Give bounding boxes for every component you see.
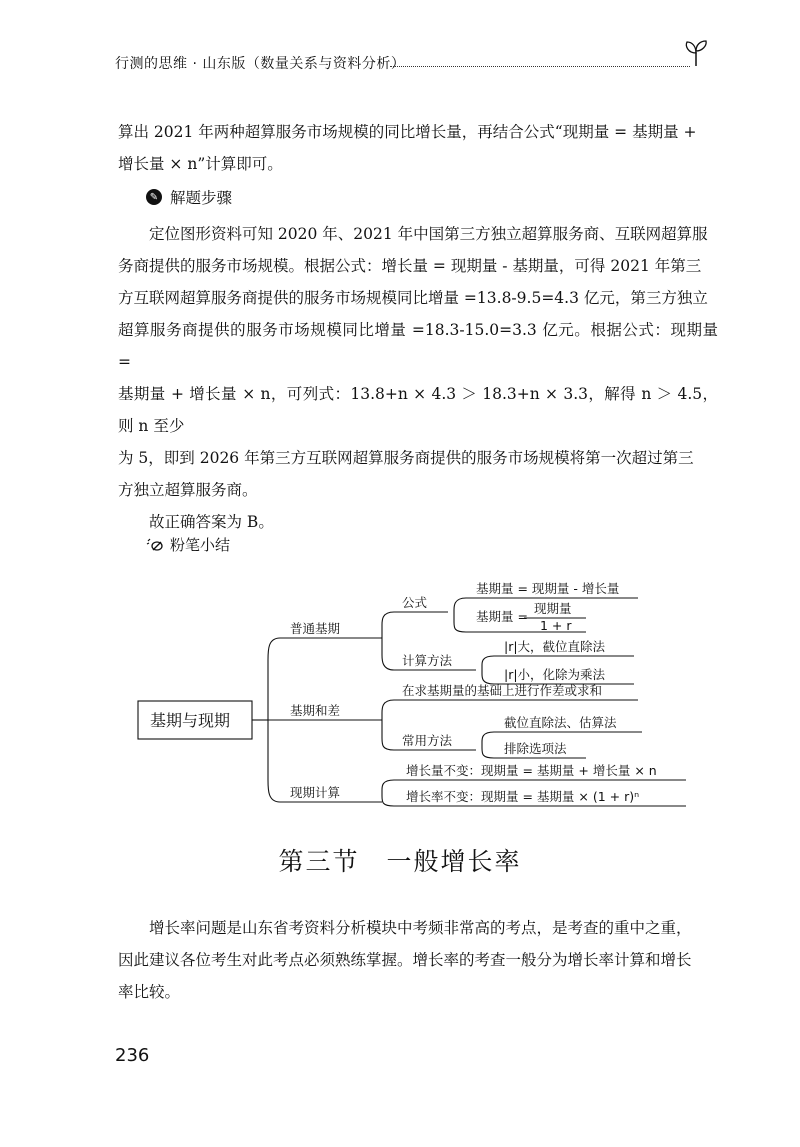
page-number: 236 [115, 1045, 150, 1066]
leaf-label: 截位直除法、估算法 [504, 715, 617, 730]
leaf-label: 增长率不变：现期量 = 基期量 × (1 + r)ⁿ [406, 789, 640, 804]
leaf-label: 排除选项法 [504, 741, 567, 756]
leaf-label: 基期量 = [476, 609, 528, 624]
pen-icon: ✎ [146, 189, 162, 205]
steps-line: 务商提供的服务市场规模。根据公式：增长量 = 现期量 - 基期量，可得 2021 年第三 [118, 257, 702, 275]
mind-map [130, 570, 690, 810]
steps-line: 为 5，即到 2026 年第三方互联网超算服务商提供的服务市场规模将第一次超过第三 [118, 449, 694, 467]
closing-line: 增长率问题是山东省考资料分析模块中考频非常高的考点，是考查的重中之重， [149, 919, 692, 937]
section-title: 第三节 一般增长率 [278, 847, 522, 876]
steps-line: 方独立超算服务商。 [118, 481, 258, 499]
steps-line: 定位图形资料可知 2020 年、2021 年中国第三方独立超算服务商、互联网超算服 [149, 225, 708, 243]
root-label: 基期与现期 [150, 711, 231, 730]
steps-line: 方互联网超算服务商提供的服务市场规模同比增量 =13.8-9.5=4.3 亿元，第三方独立 [118, 289, 708, 307]
branch-label: 现期计算 [290, 785, 341, 800]
closing-line: 因此建议各位考生对此考点必须熟练掌握。增长率的考查一般分为增长率计算和增长 [118, 951, 692, 969]
steps-paragraph [118, 218, 718, 538]
leaf-label: 增长量不变：现期量 = 基期量 + 增长量 × n [406, 763, 657, 778]
sub-label: 计算方法 [402, 653, 453, 668]
leaf-label: 基期量 = 现期量 - 增长量 [476, 581, 620, 596]
branch-label: 普通基期 [290, 621, 341, 636]
leaf-label: |r|大，截位直除法 [504, 639, 606, 654]
branch-label: 基期和差 [290, 703, 341, 718]
leaf-label: 在求基期量的基础上进行作差或求和 [402, 683, 603, 698]
intro-line: 增长量 × n”计算即可。 [118, 155, 283, 173]
sub-label: 公式 [402, 595, 428, 610]
steps-title: 解题步骤 [170, 189, 233, 207]
intro-paragraph [118, 116, 718, 180]
steps-line: 基期量 + 增长量 × n，可列式：13.8+n × 4.3 ＞ 18.3+n × 3.3，解得 n ＞ 4.5，则 n 至少 [118, 385, 718, 435]
closing-line: 率比较。 [118, 983, 181, 1001]
header-dotted-rule [390, 66, 690, 67]
leaf-label: 1 + r [540, 618, 572, 633]
leaf-label: |r|小，化除为乘法 [504, 667, 606, 682]
closing-paragraph [118, 912, 718, 1008]
leaf-label: 现期量 [534, 601, 572, 616]
summary-heading [146, 534, 230, 555]
sub-label: 常用方法 [402, 733, 453, 748]
steps-heading [146, 186, 232, 208]
answer-line: 故正确答案为 B。 [149, 513, 274, 531]
header-title: 行测的思维 · 山东版（数量关系与资料分析） [115, 56, 406, 72]
summary-title: 粉笔小结 [170, 536, 231, 554]
steps-line: 超算服务商提供的服务市场规模同比增量 =18.3-15.0=3.3 亿元。根据公式：现期量 = [118, 321, 718, 371]
chalk-icon [146, 538, 164, 552]
intro-line: 算出 2021 年两种超算服务市场规模的同比增长量，再结合公式“现期量 = 基期量 + [118, 123, 697, 141]
sprout-icon [682, 38, 710, 68]
